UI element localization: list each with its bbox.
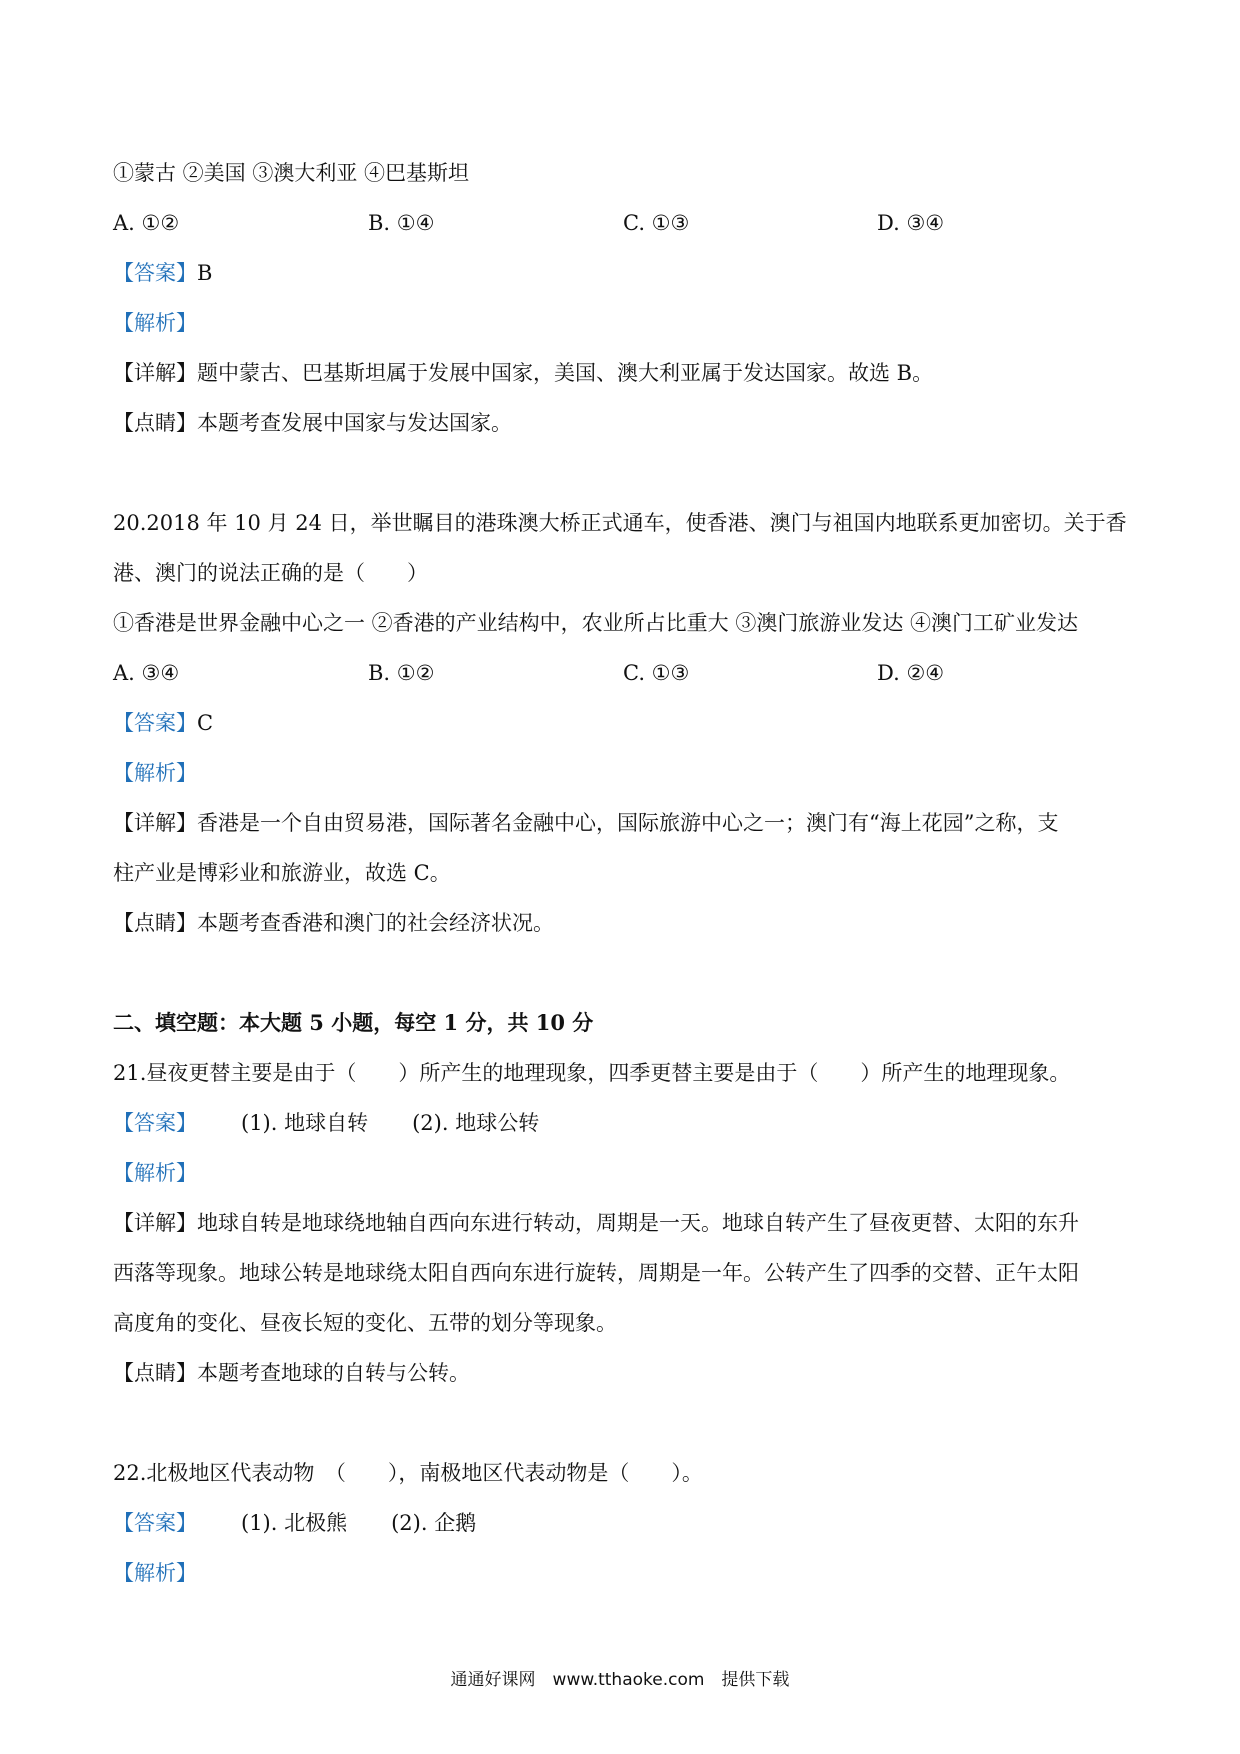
q19-option-d: D. ③④ bbox=[877, 211, 945, 235]
q19-option-c: C. ①③ bbox=[623, 211, 690, 235]
q20-point bbox=[113, 908, 1133, 938]
q19-detail bbox=[113, 358, 1133, 388]
q19-option-b: B. ①④ bbox=[368, 211, 435, 235]
answer-value-2: (2). 地球公转 bbox=[412, 1111, 540, 1135]
q21-detail-line-2: 西落等现象。地球公转是地球绕太阳自西向东进行旋转，周期是一年。公转产生了四季的交替、正午太阳 bbox=[113, 1261, 1079, 1285]
q19-choices: ①蒙古 ②美国 ③澳大利亚 ④巴基斯坦 bbox=[113, 161, 470, 185]
q21-point bbox=[113, 1358, 1133, 1388]
page-footer: 通通好课网 www.tthaoke.com 提供下载 bbox=[450, 1670, 790, 1690]
point-tag: 【点睛】 bbox=[113, 411, 197, 435]
answer-tag: 【答案】 bbox=[113, 261, 197, 285]
q22-answer bbox=[113, 1508, 1133, 1538]
analysis-tag: 【解析】 bbox=[113, 1561, 197, 1585]
q20-option-a: A. ③④ bbox=[113, 661, 180, 685]
answer-tag: 【答案】 bbox=[113, 711, 197, 735]
point-text: 本题考查发展中国家与发达国家。 bbox=[197, 411, 512, 435]
q20-detail-line-2: 柱产业是博彩业和旅游业，故选 C。 bbox=[113, 861, 451, 885]
answer-value-1: (1). 北极熊 bbox=[241, 1511, 348, 1535]
detail-text: 题中蒙古、巴基斯坦属于发展中国家，美国、澳大利亚属于发达国家。故选 B。 bbox=[197, 361, 934, 385]
point-text: 本题考查香港和澳门的社会经济状况。 bbox=[197, 911, 554, 935]
q20-stem-line-1: 20.2018 年 10 月 24 日，举世瞩目的港珠澳大桥正式通车，使香港、澳门与祖国内地联系更加密切。关于香 bbox=[113, 511, 1127, 535]
q20-choices: ①香港是世界金融中心之一 ②香港的产业结构中，农业所占比重大 ③澳门旅游业发达 ④澳门工矿业发达 bbox=[113, 611, 1079, 635]
answer-tag: 【答案】 bbox=[113, 1111, 197, 1135]
detail-text: 地球自转是地球绕地轴自西向东进行转动，周期是一天。地球自转产生了昼夜更替、太阳的东升 bbox=[197, 1211, 1079, 1235]
point-text: 本题考查地球的自转与公转。 bbox=[197, 1361, 470, 1385]
q21-detail-line-1 bbox=[113, 1208, 1133, 1238]
q22-stem: 22.北极地区代表动物 （ ），南极地区代表动物是（ ）。 bbox=[113, 1461, 703, 1485]
point-tag: 【点睛】 bbox=[113, 911, 197, 935]
q19-answer bbox=[113, 258, 1133, 288]
answer-value: B bbox=[197, 261, 213, 285]
q19-option-a: A. ①② bbox=[113, 211, 180, 235]
q19-options bbox=[113, 208, 1133, 238]
answer-value-1: (1). 地球自转 bbox=[241, 1111, 369, 1135]
point-tag: 【点睛】 bbox=[113, 1361, 197, 1385]
q21-stem: 21.昼夜更替主要是由于（ ）所产生的地理现象，四季更替主要是由于（ ）所产生的地理现象。 bbox=[113, 1061, 1071, 1085]
q21-analysis bbox=[113, 1158, 1133, 1188]
answer-value: C bbox=[197, 711, 214, 735]
q19-analysis bbox=[113, 308, 1133, 338]
q20-options bbox=[113, 658, 1133, 688]
q20-analysis bbox=[113, 758, 1133, 788]
q20-answer bbox=[113, 708, 1133, 738]
analysis-tag: 【解析】 bbox=[113, 1161, 197, 1185]
q20-option-c: C. ①③ bbox=[623, 661, 690, 685]
answer-value-2: (2). 企鹅 bbox=[391, 1511, 477, 1535]
detail-text: 香港是一个自由贸易港，国际著名金融中心，国际旅游中心之一；澳门有“海上花园”之称，支 bbox=[197, 811, 1059, 835]
analysis-tag: 【解析】 bbox=[113, 311, 197, 335]
detail-tag: 【详解】 bbox=[113, 1211, 197, 1235]
analysis-tag: 【解析】 bbox=[113, 761, 197, 785]
detail-tag: 【详解】 bbox=[113, 361, 197, 385]
section-title: 二、填空题：本大题 5 小题，每空 1 分，共 10 分 bbox=[113, 1010, 594, 1035]
q21-answer bbox=[113, 1108, 1133, 1138]
detail-tag: 【详解】 bbox=[113, 811, 197, 835]
q20-option-b: B. ①② bbox=[368, 661, 435, 685]
q22-analysis bbox=[113, 1558, 1133, 1588]
answer-tag: 【答案】 bbox=[113, 1511, 197, 1535]
q19-point bbox=[113, 408, 1133, 438]
q21-detail-line-3: 高度角的变化、昼夜长短的变化、五带的划分等现象。 bbox=[113, 1311, 617, 1335]
q20-option-d: D. ②④ bbox=[877, 661, 945, 685]
q20-stem-line-2: 港、澳门的说法正确的是（ ） bbox=[113, 561, 428, 585]
q20-detail-line-1 bbox=[113, 808, 1133, 838]
